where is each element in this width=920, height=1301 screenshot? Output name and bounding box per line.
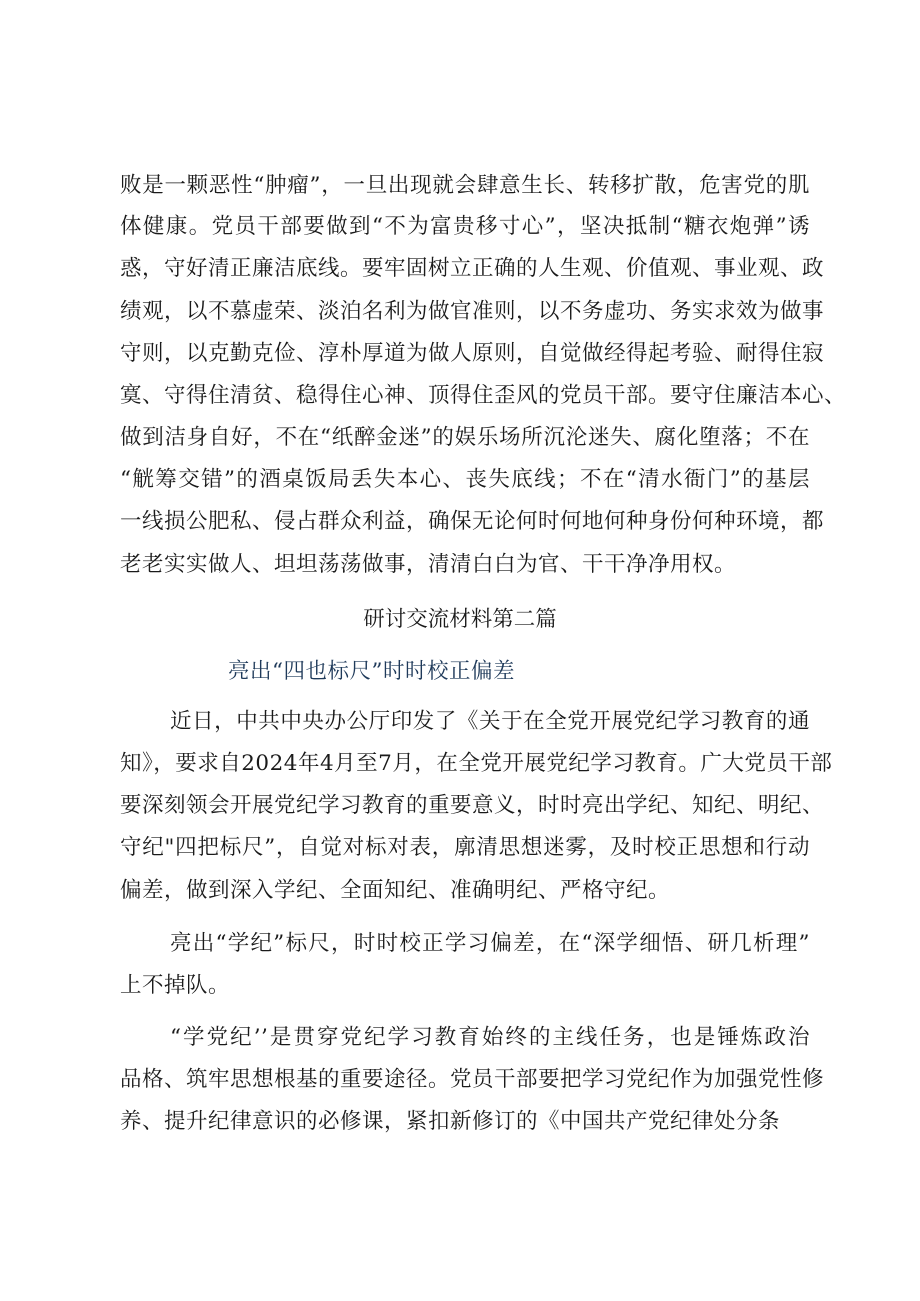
text-line: 败是一颗恶性“肿瘤”，一旦出现就会肆意生长、转移扩散，危害党的肌 xyxy=(120,173,810,198)
text-line: 守纪"四把标尺”，自觉对标对表，廓清思想迷雾，及时校正思想和行动 xyxy=(120,835,810,860)
text-line: 做到洁身自好，不在“纸醉金迷”的娱乐场所沉沦迷失、腐化堕落；不在 xyxy=(120,425,810,450)
text-line: 品格、筑牢思想根基的重要途径。党员干部要把学习党纪作为加强党性修 xyxy=(120,1067,825,1092)
text-line: 上不掉队。 xyxy=(120,973,231,998)
text-line: 寞、守得住清贫、稳得住心神、顶得住歪风的党员干部。要守住廉洁本心、 xyxy=(120,383,847,408)
section-subtitle: 亮出“四也标尺”时时校正偏差 xyxy=(228,659,515,684)
text-line: 偏差，做到深入学纪、全面知纪、准确明纪、严格守纪。 xyxy=(120,878,671,903)
text-line: 绩观，以不慕虚荣、淡泊名利为做官准则，以不务虚功、务实求效为做事 xyxy=(120,299,825,324)
text-line: 惑，守好清正廉洁底线。要牢固树立正确的人生观、价值观、事业观、政 xyxy=(120,256,825,281)
text-line: “学党纪’’是贯穿党纪学习教育始终的主线任务，也是锤炼政治 xyxy=(170,1025,810,1050)
text-line: 知》，要求自2024年4月至7月，在全党开展党纪学习教育。广大党员干部 xyxy=(120,751,833,776)
text-line: 老老实实做人、坦坦荡荡做事，清清白白为官、干干净净用权。 xyxy=(120,552,737,577)
text-line: 亮出“学纪”标尺，时时校正学习偏差，在“深学细悟、研几析理” xyxy=(170,931,810,956)
text-line: 体健康。党员干部要做到“不为富贵移寸心”，坚决抵制“糖衣炮弹”诱 xyxy=(120,214,810,239)
text-line: 要深刻领会开展党纪学习教育的重要意义，时时亮出学纪、知纪、明纪、 xyxy=(120,793,825,818)
text-line: “觥筹交错”的酒桌饭局丢失本心、丧失底线；不在“清水衙门”的基层 xyxy=(120,467,810,492)
text-line: 一线损公肥私、侵占群众利益，确保无论何时何地何种身份何种环境，都 xyxy=(120,509,825,534)
section-title: 研讨交流材料第二篇 xyxy=(363,607,557,632)
text-line: 近日，中共中央办公厅印发了《关于在全党开展党纪学习教育的通 xyxy=(170,709,810,734)
text-line: 守则，以克勤克俭、淳朴厚道为做人原则，自觉做经得起考验、耐得住寂 xyxy=(120,341,825,366)
text-line: 养、提升纪律意识的必修课，紧扣新修订的《中国共产党纪律处分条 xyxy=(120,1109,781,1134)
